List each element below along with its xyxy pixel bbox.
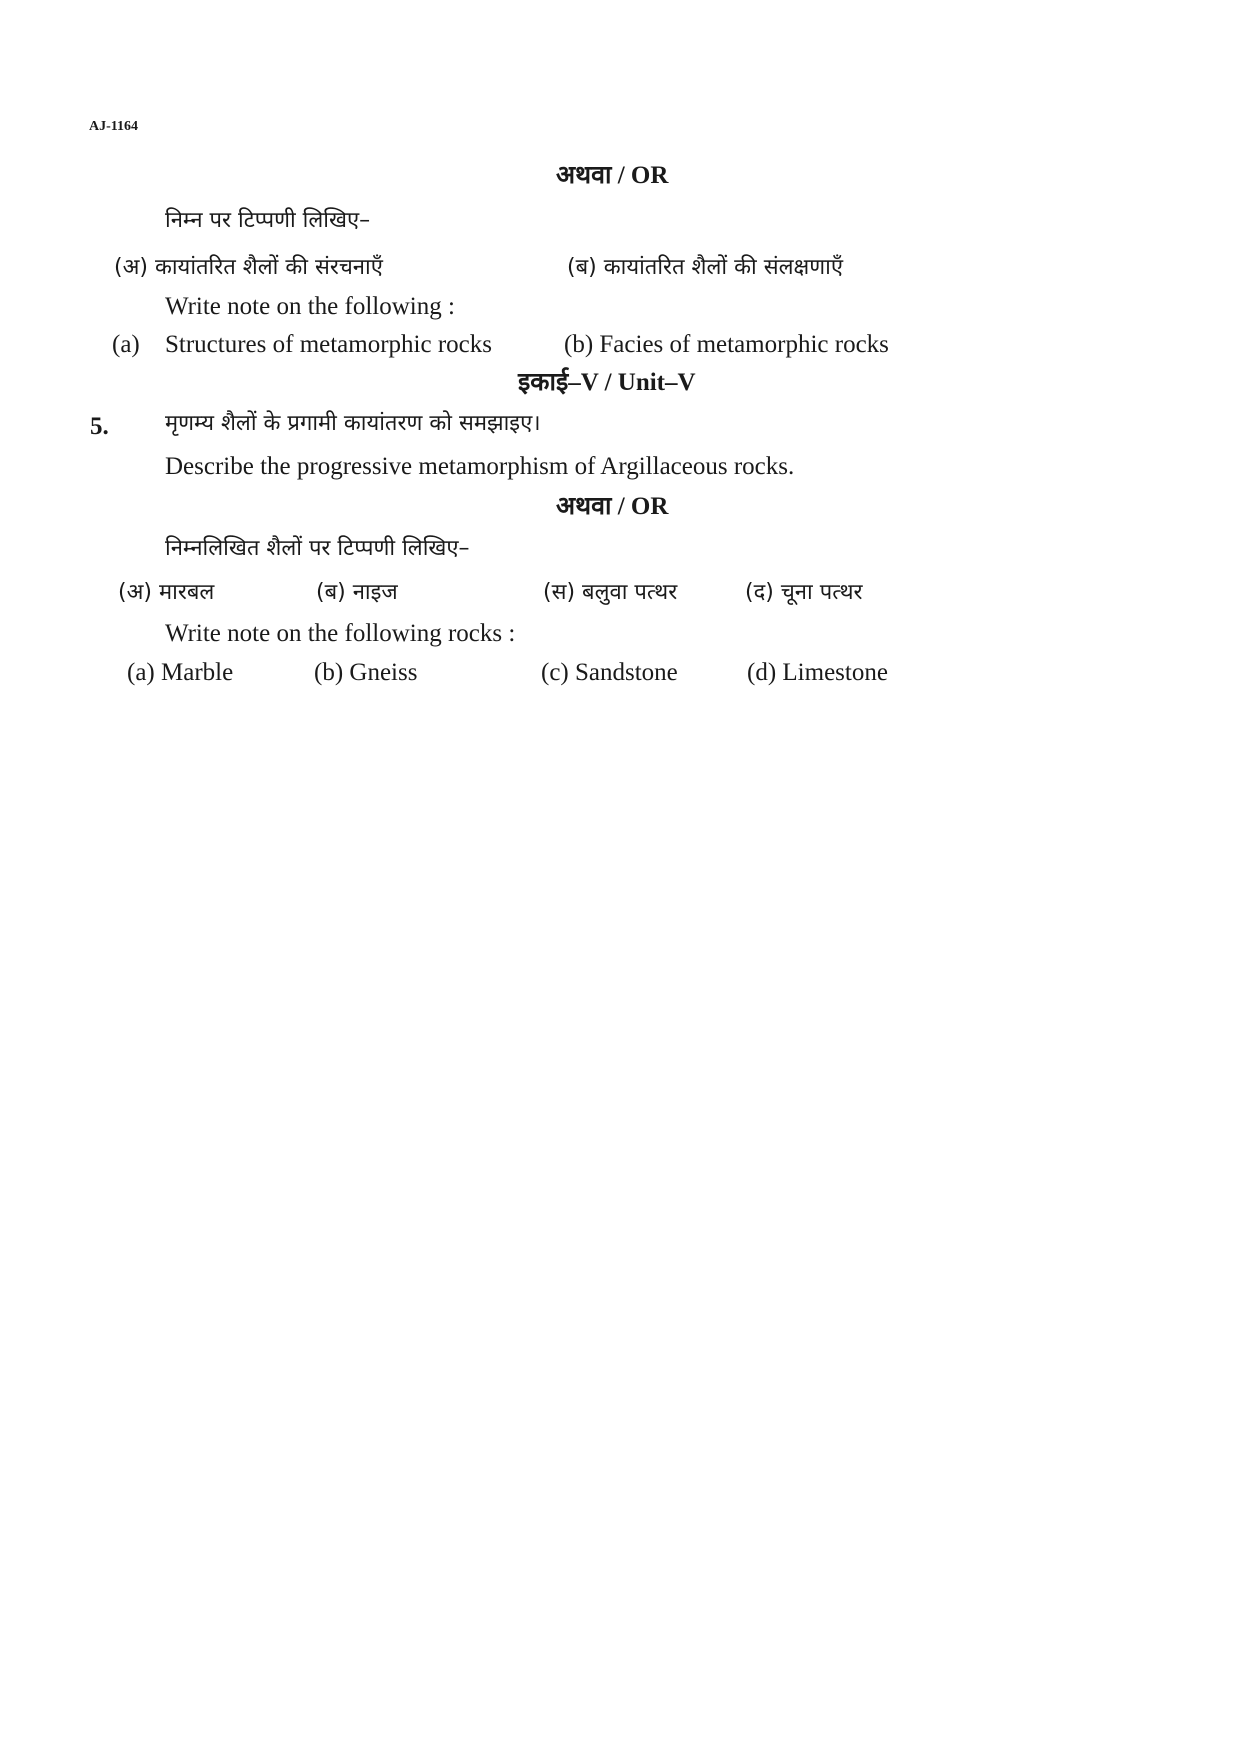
option-english-d: (d) Limestone xyxy=(747,659,888,686)
instruction-hindi-2: निम्नलिखित शैलों पर टिप्पणी लिखिए– xyxy=(165,536,470,561)
option-english-a: (a) Marble xyxy=(127,659,234,686)
option-hindi-c: (स) बलुवा पत्थर xyxy=(543,580,678,605)
paper-code: AJ-1164 xyxy=(89,119,138,134)
option-hindi-b: (ब) नाइज xyxy=(316,580,398,605)
instruction-hindi-1: निम्न पर टिप्पणी लिखिए– xyxy=(165,208,371,233)
option-a-english: Structures of metamorphic rocks xyxy=(165,331,492,358)
option-english-c: (c) Sandstone xyxy=(541,659,678,686)
question-english: Describe the progressive metamorphism of Argillaceous rocks. xyxy=(165,453,795,480)
question-hindi: मृणम्य शैलों के प्रगामी कायांतरण को समझाइए। xyxy=(165,411,541,436)
option-a-hindi: (अ) कायांतरित शैलों की संरचनाएँ xyxy=(114,255,383,280)
option-hindi-d: (द) चूना पत्थर xyxy=(745,580,863,605)
option-english-b: (b) Gneiss xyxy=(314,659,418,686)
or-heading-1: अथवा / OR xyxy=(556,162,669,189)
option-b-hindi: (ब) कायांतरित शैलों की संलक्षणाएँ xyxy=(567,255,844,280)
instruction-english-1: Write note on the following : xyxy=(165,293,455,320)
or-heading-2: अथवा / OR xyxy=(556,493,669,520)
instruction-english-2: Write note on the following rocks : xyxy=(165,620,516,647)
unit-heading: इकाई–V / Unit–V xyxy=(518,369,696,396)
option-b-english: (b) Facies of metamorphic rocks xyxy=(564,331,889,358)
option-a-label: (a) xyxy=(112,331,140,358)
question-number: 5. xyxy=(90,413,109,440)
option-hindi-a: (अ) मारबल xyxy=(118,580,215,605)
